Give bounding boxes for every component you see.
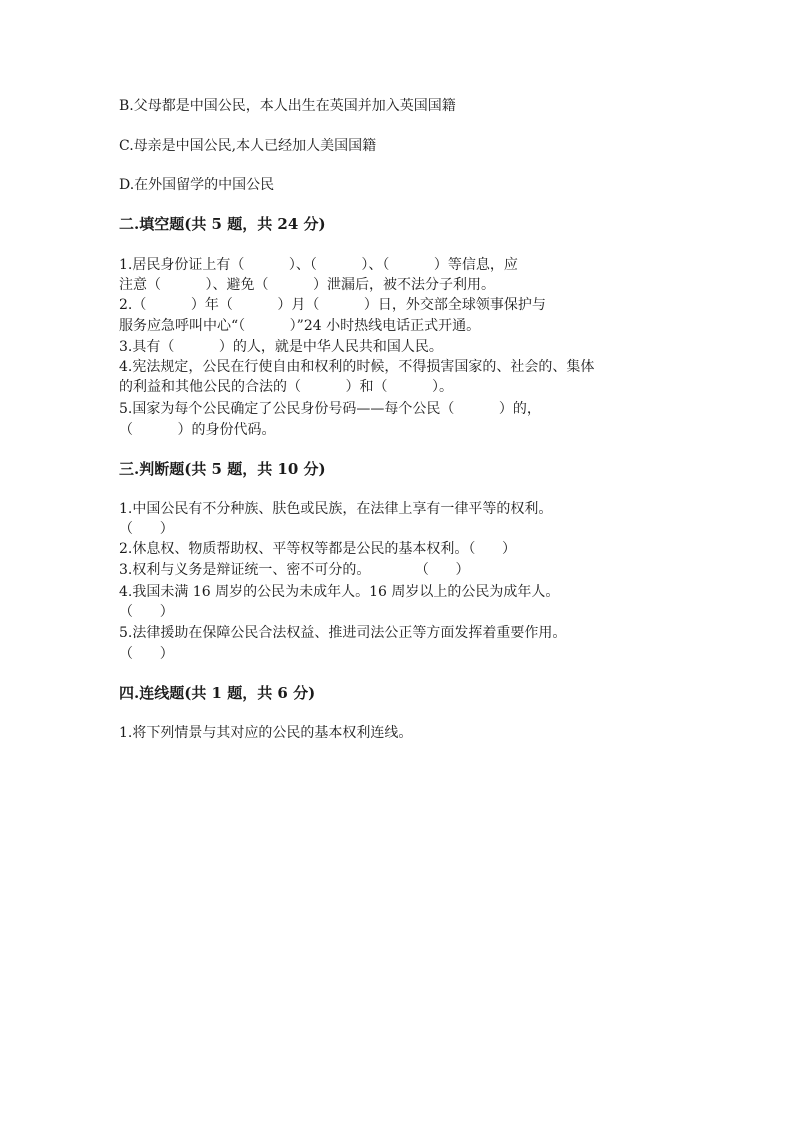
fill-blank-q5-line2: （ ）的身份代码。 [119, 422, 276, 438]
true-false-q1-answer: （ ） [119, 521, 174, 537]
section-matching-heading: 四.连线题(共 1 题，共 6 分) [119, 684, 316, 702]
fill-blank-q4-line2: 的利益和其他公民的合法的（ ）和（ ）。 [119, 379, 454, 395]
fill-blank-q2-line1: 2.（ ）年（ ）月（ ）日，外交部全球领事保护与 [119, 297, 546, 313]
fill-blank-q5-line1: 5.国家为每个公民确定了公民身份号码——每个公民（ ）的， [119, 401, 541, 417]
true-false-q5: 5.法律援助在保障公民合法权益、推进司法公正等方面发挥着重要作用。 [119, 625, 567, 641]
fill-blank-q1-line1: 1.居民身份证上有（ ）、（ ）、（ ）等信息，应 [119, 257, 518, 273]
true-false-q2: 2.休息权、物质帮助权、平等权等都是公民的基本权利。（ ） [119, 541, 517, 557]
option-b: B.父母都是中国公民，本人出生在英国并加入英国国籍 [119, 98, 456, 114]
true-false-q5-answer: （ ） [119, 646, 174, 662]
fill-blank-q2-line2: 服务应急呼叫中心“（ ）”24 小时热线电话正式开通。 [119, 318, 481, 334]
option-d: D.在外国留学的中国公民 [119, 177, 275, 193]
matching-q1: 1.将下列情景与其对应的公民的基本权利连线。 [119, 725, 413, 741]
option-c: C.母亲是中国公民,本人已经加人美国国籍 [119, 138, 377, 154]
true-false-q4: 4.我国未满 16 周岁的公民为未成年人。16 周岁以上的公民为成年人。 [119, 584, 560, 600]
true-false-q1: 1.中国公民有不分种族、肤色或民族，在法律上享有一律平等的权利。 [119, 501, 553, 517]
fill-blank-q4-line1: 4.宪法规定，公民在行使自由和权利的时候，不得损害国家的、社会的、集体 [119, 359, 595, 375]
true-false-q3: 3.权利与义务是辩证统一、密不可分的。 （ ） [119, 562, 470, 578]
fill-blank-q3: 3.具有（ ）的人，就是中华人民共和国人民。 [119, 339, 443, 355]
fill-blank-q1-line2: 注意（ ）、避免（ ）泄漏后，被不法分子利用。 [119, 277, 496, 293]
true-false-q4-answer: （ ） [119, 604, 174, 620]
section-true-false-heading: 三.判断题(共 5 题，共 10 分) [119, 460, 326, 478]
section-fill-blank-heading: 二.填空题(共 5 题，共 24 分) [119, 215, 326, 233]
